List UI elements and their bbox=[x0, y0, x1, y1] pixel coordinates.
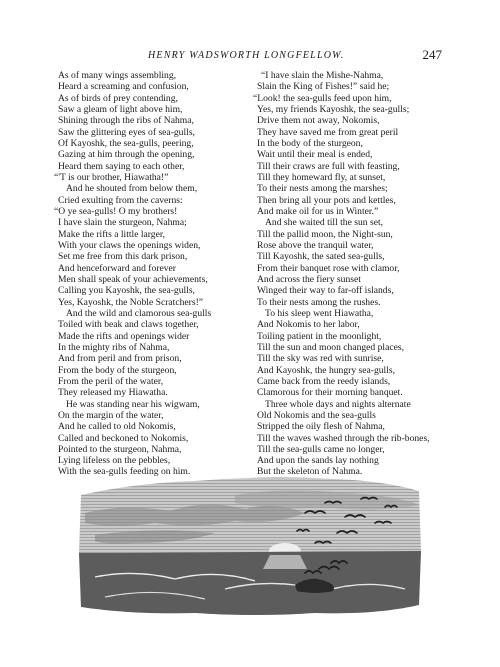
poem-line: “Look! the sea-gulls feed upon him, bbox=[253, 92, 392, 104]
poem-line: Till the sky was red with sunrise, bbox=[257, 353, 384, 365]
poem-line: On the margin of the water, bbox=[58, 409, 164, 421]
poem-line: And make oil for us in Winter.” bbox=[257, 205, 379, 217]
poem-line: Gazing at him through the opening, bbox=[58, 149, 195, 161]
poem-line: Drive them not away, Nokomis, bbox=[257, 115, 380, 127]
poem-line: Men shall speak of your achievements, bbox=[58, 273, 208, 285]
illustration-sea-gulls-engraving bbox=[75, 473, 425, 618]
poem-line: Pointed to the sturgeon, Nahma, bbox=[58, 443, 182, 455]
poem-line: Old Nokomis and the sea-gulls bbox=[257, 409, 376, 421]
poem-column-left bbox=[54, 70, 258, 478]
poem-line: Called and beckoned to Nokomis, bbox=[58, 432, 189, 444]
poem-line: Lying lifeless on the pebbles, bbox=[58, 455, 171, 467]
poem-line: Till the sea-gulls came no longer, bbox=[257, 443, 385, 455]
poem-line: Till the waves washed through the rib-bones, bbox=[257, 432, 430, 444]
poem-line: And Nokomis to her labor, bbox=[257, 319, 360, 331]
poem-line: Of Kayoshk, the sea-gulls, peering, bbox=[58, 137, 194, 149]
poem-line: Slain the King of Fishes!” said he; bbox=[257, 81, 390, 93]
poem-line: Saw a gleam of light above him, bbox=[58, 103, 183, 115]
poem-line: Calling you Kayoshk, the sea-gulls, bbox=[58, 285, 195, 297]
poem-line: To his sleep went Hiawatha, bbox=[265, 307, 374, 319]
poem-line: And he called to old Nokomis, bbox=[58, 421, 176, 433]
poem-column-right bbox=[253, 70, 457, 478]
poem-line: And he shouted from below them, bbox=[66, 183, 198, 195]
poem-line: With the sea-gulls feeding on him. bbox=[58, 466, 191, 478]
poem-line: Toiled with beak and claws together, bbox=[58, 319, 199, 331]
poem-line: And across the fiery sunset bbox=[257, 273, 361, 285]
poem-line: Heard them saying to each other, bbox=[58, 160, 185, 172]
poem-line: Wait until their meal is ended, bbox=[257, 149, 373, 161]
poem-line: Stripped the oily flesh of Nahma, bbox=[257, 421, 385, 433]
poem-line: Set me free from this dark prison, bbox=[58, 251, 188, 263]
poem-line: Clamorous for their morning banquet. bbox=[257, 387, 403, 399]
poem-line: Rose above the tranquil water, bbox=[257, 239, 374, 251]
poem-line: From their banquet rose with clamor, bbox=[257, 262, 400, 274]
poem-line: Three whole days and nights alternate bbox=[265, 398, 411, 410]
poem-line: Shining through the ribs of Nahma, bbox=[58, 115, 194, 127]
poem-line: Till they homeward fly, at sunset, bbox=[257, 171, 386, 183]
page-number: 247 bbox=[422, 47, 442, 62]
poem-line: Saw the glittering eyes of sea-gulls, bbox=[58, 126, 195, 138]
poem-line: They released my Hiawatha. bbox=[58, 387, 168, 399]
poem-line: Made the rifts and openings wider bbox=[58, 330, 190, 342]
poem-line: Till their craws are full with feasting, bbox=[257, 160, 400, 172]
poem-line: And the wild and clamorous sea-gulls bbox=[66, 307, 212, 319]
poem-line: To their nests among the rushes. bbox=[257, 296, 381, 308]
poem-line: I have slain the sturgeon, Nahma; bbox=[58, 217, 187, 229]
poem-line: And from peril and from prison, bbox=[58, 353, 182, 365]
poem-line: In the mighty ribs of Nahma, bbox=[58, 341, 170, 353]
poem-line: “O ye sea-gulls! O my brothers! bbox=[54, 205, 178, 217]
poem-line: Till the sun and moon changed places, bbox=[257, 341, 404, 353]
poem-line: Winged their way to far-off islands, bbox=[257, 285, 394, 297]
poem-line: And Kayoshk, the hungry sea-gulls, bbox=[257, 364, 396, 376]
poem-line: Yes, my friends Kayoshk, the sea-gulls; bbox=[257, 103, 410, 115]
poem-line: And she waited till the sun set, bbox=[265, 217, 384, 229]
running-header bbox=[62, 47, 442, 66]
poem-line: “I have slain the Mishe-Nahma, bbox=[261, 70, 384, 81]
poem-line: Came back from the reedy islands, bbox=[257, 375, 391, 387]
poem-line: Till the pallid moon, the Night-sun, bbox=[257, 228, 393, 240]
poem-line: Then bring all your pots and kettles, bbox=[257, 194, 396, 206]
sun-reflection bbox=[263, 555, 307, 569]
poem-line: In the body of the sturgeon, bbox=[257, 137, 363, 149]
poem-line: From the peril of the water, bbox=[58, 375, 164, 387]
sea-hatching bbox=[79, 551, 421, 615]
poem-line: As of many wings assembling, bbox=[58, 70, 177, 81]
poem-line: But the skeleton of Nahma. bbox=[257, 466, 363, 478]
poem-line: With your claws the openings widen, bbox=[58, 239, 201, 251]
poem-line: “'T is our brother, Hiawatha!” bbox=[54, 171, 169, 183]
poem-line: Yes, Kayoshk, the Noble Scratchers!” bbox=[58, 296, 204, 308]
poem-line: Till Kayoshk, the sated sea-gulls, bbox=[257, 251, 385, 263]
poem-line: Cried exulting from the caverns: bbox=[58, 194, 183, 206]
poem-line: And upon the sands lay nothing bbox=[257, 455, 379, 467]
poem-line: Make the rifts a little larger, bbox=[58, 228, 166, 240]
poem-line: Toiling patient in the moonlight, bbox=[257, 330, 382, 342]
running-title: HENRY WADSWORTH LONGFELLOW. bbox=[148, 50, 345, 61]
poem-line: From the body of the sturgeon, bbox=[58, 364, 177, 376]
poem-line: They have saved me from great peril bbox=[257, 126, 399, 138]
poem-line: To their nests among the marshes; bbox=[257, 183, 388, 195]
poem-line: And henceforward and forever bbox=[58, 262, 176, 274]
poem-line: Heard a screaming and confusion, bbox=[58, 81, 189, 93]
poem-line: He was standing near his wigwam, bbox=[66, 398, 200, 410]
poem-line: As of birds of prey contending, bbox=[58, 92, 178, 104]
